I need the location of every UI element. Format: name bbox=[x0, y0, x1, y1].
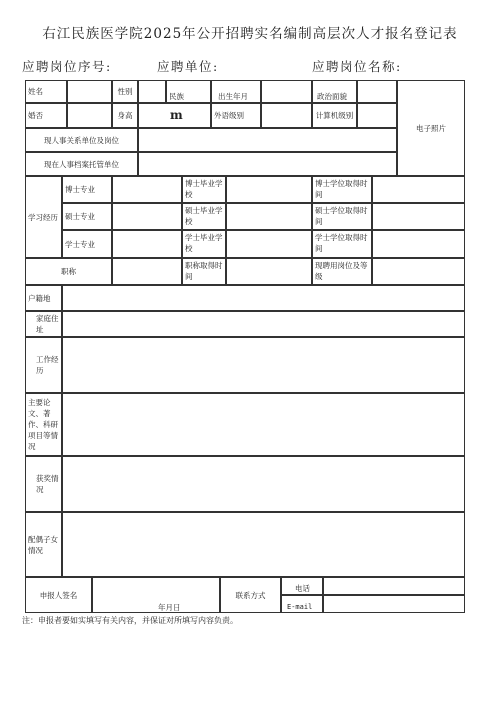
archive-unit-field[interactable] bbox=[138, 152, 397, 176]
family-label: 配偶子女情况 bbox=[25, 512, 62, 577]
birth-field[interactable] bbox=[261, 80, 312, 103]
email-label: E-mail bbox=[287, 603, 313, 611]
date-label: 年月日 bbox=[158, 603, 181, 612]
bachelor-major-field[interactable] bbox=[112, 230, 182, 258]
phd-degree-time-field[interactable] bbox=[372, 176, 465, 203]
applying-unit-label: 应聘单位: bbox=[157, 59, 219, 74]
email-field[interactable] bbox=[323, 595, 465, 613]
address-field[interactable] bbox=[62, 311, 465, 337]
current-post-field[interactable] bbox=[372, 258, 465, 285]
email-cell bbox=[281, 595, 323, 613]
phone-field[interactable] bbox=[323, 577, 465, 595]
bachelor-degree-time-label: 学士学位取得时间 bbox=[312, 230, 372, 258]
foreign-language-field[interactable] bbox=[261, 103, 312, 128]
bachelor-degree-time-field[interactable] bbox=[372, 230, 465, 258]
contact-label: 联系方式 bbox=[220, 577, 281, 613]
birth-label: 出生年月 bbox=[218, 92, 248, 101]
position-sequence-label: 应聘岗位序号: bbox=[22, 59, 112, 74]
name-label: 姓名 bbox=[25, 80, 67, 103]
phone-cell bbox=[281, 577, 323, 595]
computer-level-field[interactable] bbox=[357, 103, 397, 128]
archive-unit-label: 现在人事档案托管单位 bbox=[25, 152, 138, 176]
current-post-label: 现聘用岗位及等级 bbox=[312, 258, 372, 285]
politics-label: 政治面貌 bbox=[317, 92, 347, 101]
awards-field[interactable] bbox=[62, 456, 465, 512]
position-name-label: 应聘岗位名称: bbox=[312, 59, 402, 74]
family-field[interactable] bbox=[62, 512, 465, 577]
professional-title-field[interactable] bbox=[112, 258, 182, 285]
computer-level-label: 计算机级别 bbox=[312, 103, 357, 128]
hukou-field[interactable] bbox=[62, 285, 465, 311]
papers-field[interactable] bbox=[62, 393, 465, 456]
master-school-label: 硕士毕业学校 bbox=[182, 203, 226, 230]
phone-label: 电话 bbox=[295, 584, 310, 593]
foreign-language-label: 外语级别 bbox=[211, 103, 261, 128]
height-unit: m bbox=[170, 108, 183, 122]
title-time-label: 职称取得时间 bbox=[182, 258, 226, 285]
personnel-unit-label: 现人事关系单位及岗位 bbox=[25, 128, 138, 152]
signature-label: 申报人签名 bbox=[25, 577, 92, 613]
ethnicity-cell[interactable] bbox=[166, 80, 211, 103]
study-history-label: 学习经历 bbox=[25, 176, 62, 258]
gender-label: 性别 bbox=[112, 80, 138, 103]
bachelor-school-field[interactable] bbox=[226, 230, 312, 258]
politics-cell bbox=[312, 80, 357, 103]
form-title: 右江民族医学院2025年公开招聘实名编制高层次人才报名登记表 bbox=[42, 26, 458, 42]
marital-label: 婚否 bbox=[25, 103, 67, 128]
photo-box[interactable]: 电子照片 bbox=[397, 80, 465, 176]
politics-field[interactable] bbox=[357, 80, 397, 103]
bachelor-major-label: 学士专业 bbox=[62, 230, 112, 258]
phd-degree-time-label: 博士学位取得时间 bbox=[312, 176, 372, 203]
master-major-label: 硕士专业 bbox=[62, 203, 112, 230]
phd-major-label: 博士专业 bbox=[62, 176, 112, 203]
footnote: 注：申报者要如实填写有关内容，并保证对所填写内容负责。 bbox=[22, 616, 238, 625]
phd-major-field[interactable] bbox=[112, 176, 182, 203]
ethnicity-label: 民族 bbox=[169, 92, 184, 101]
phd-school-label: 博士毕业学校 bbox=[182, 176, 226, 203]
marital-field[interactable] bbox=[67, 103, 112, 128]
bachelor-school-label: 学士毕业学校 bbox=[182, 230, 226, 258]
hukou-label: 户籍地 bbox=[25, 285, 62, 311]
personnel-unit-field[interactable] bbox=[138, 128, 397, 152]
papers-label: 主要论文、著作、科研项目等情况 bbox=[25, 393, 62, 456]
master-degree-time-label: 硕士学位取得时间 bbox=[312, 203, 372, 230]
work-history-field[interactable] bbox=[62, 337, 465, 393]
master-major-field[interactable] bbox=[112, 203, 182, 230]
birth-cell[interactable] bbox=[211, 80, 261, 103]
professional-title-label: 职称 bbox=[25, 258, 112, 285]
address-label: 家庭住址 bbox=[25, 311, 62, 337]
gender-field[interactable] bbox=[138, 80, 166, 103]
master-degree-time-field[interactable] bbox=[372, 203, 465, 230]
height-field[interactable] bbox=[138, 103, 211, 128]
phd-school-field[interactable] bbox=[226, 176, 312, 203]
signature-field[interactable] bbox=[92, 577, 220, 613]
work-history-label: 工作经历 bbox=[25, 337, 62, 393]
master-school-field[interactable] bbox=[226, 203, 312, 230]
height-label: 身高 bbox=[112, 103, 138, 128]
name-field[interactable] bbox=[67, 80, 112, 103]
awards-label: 获奖情况 bbox=[25, 456, 62, 512]
title-time-field[interactable] bbox=[226, 258, 312, 285]
